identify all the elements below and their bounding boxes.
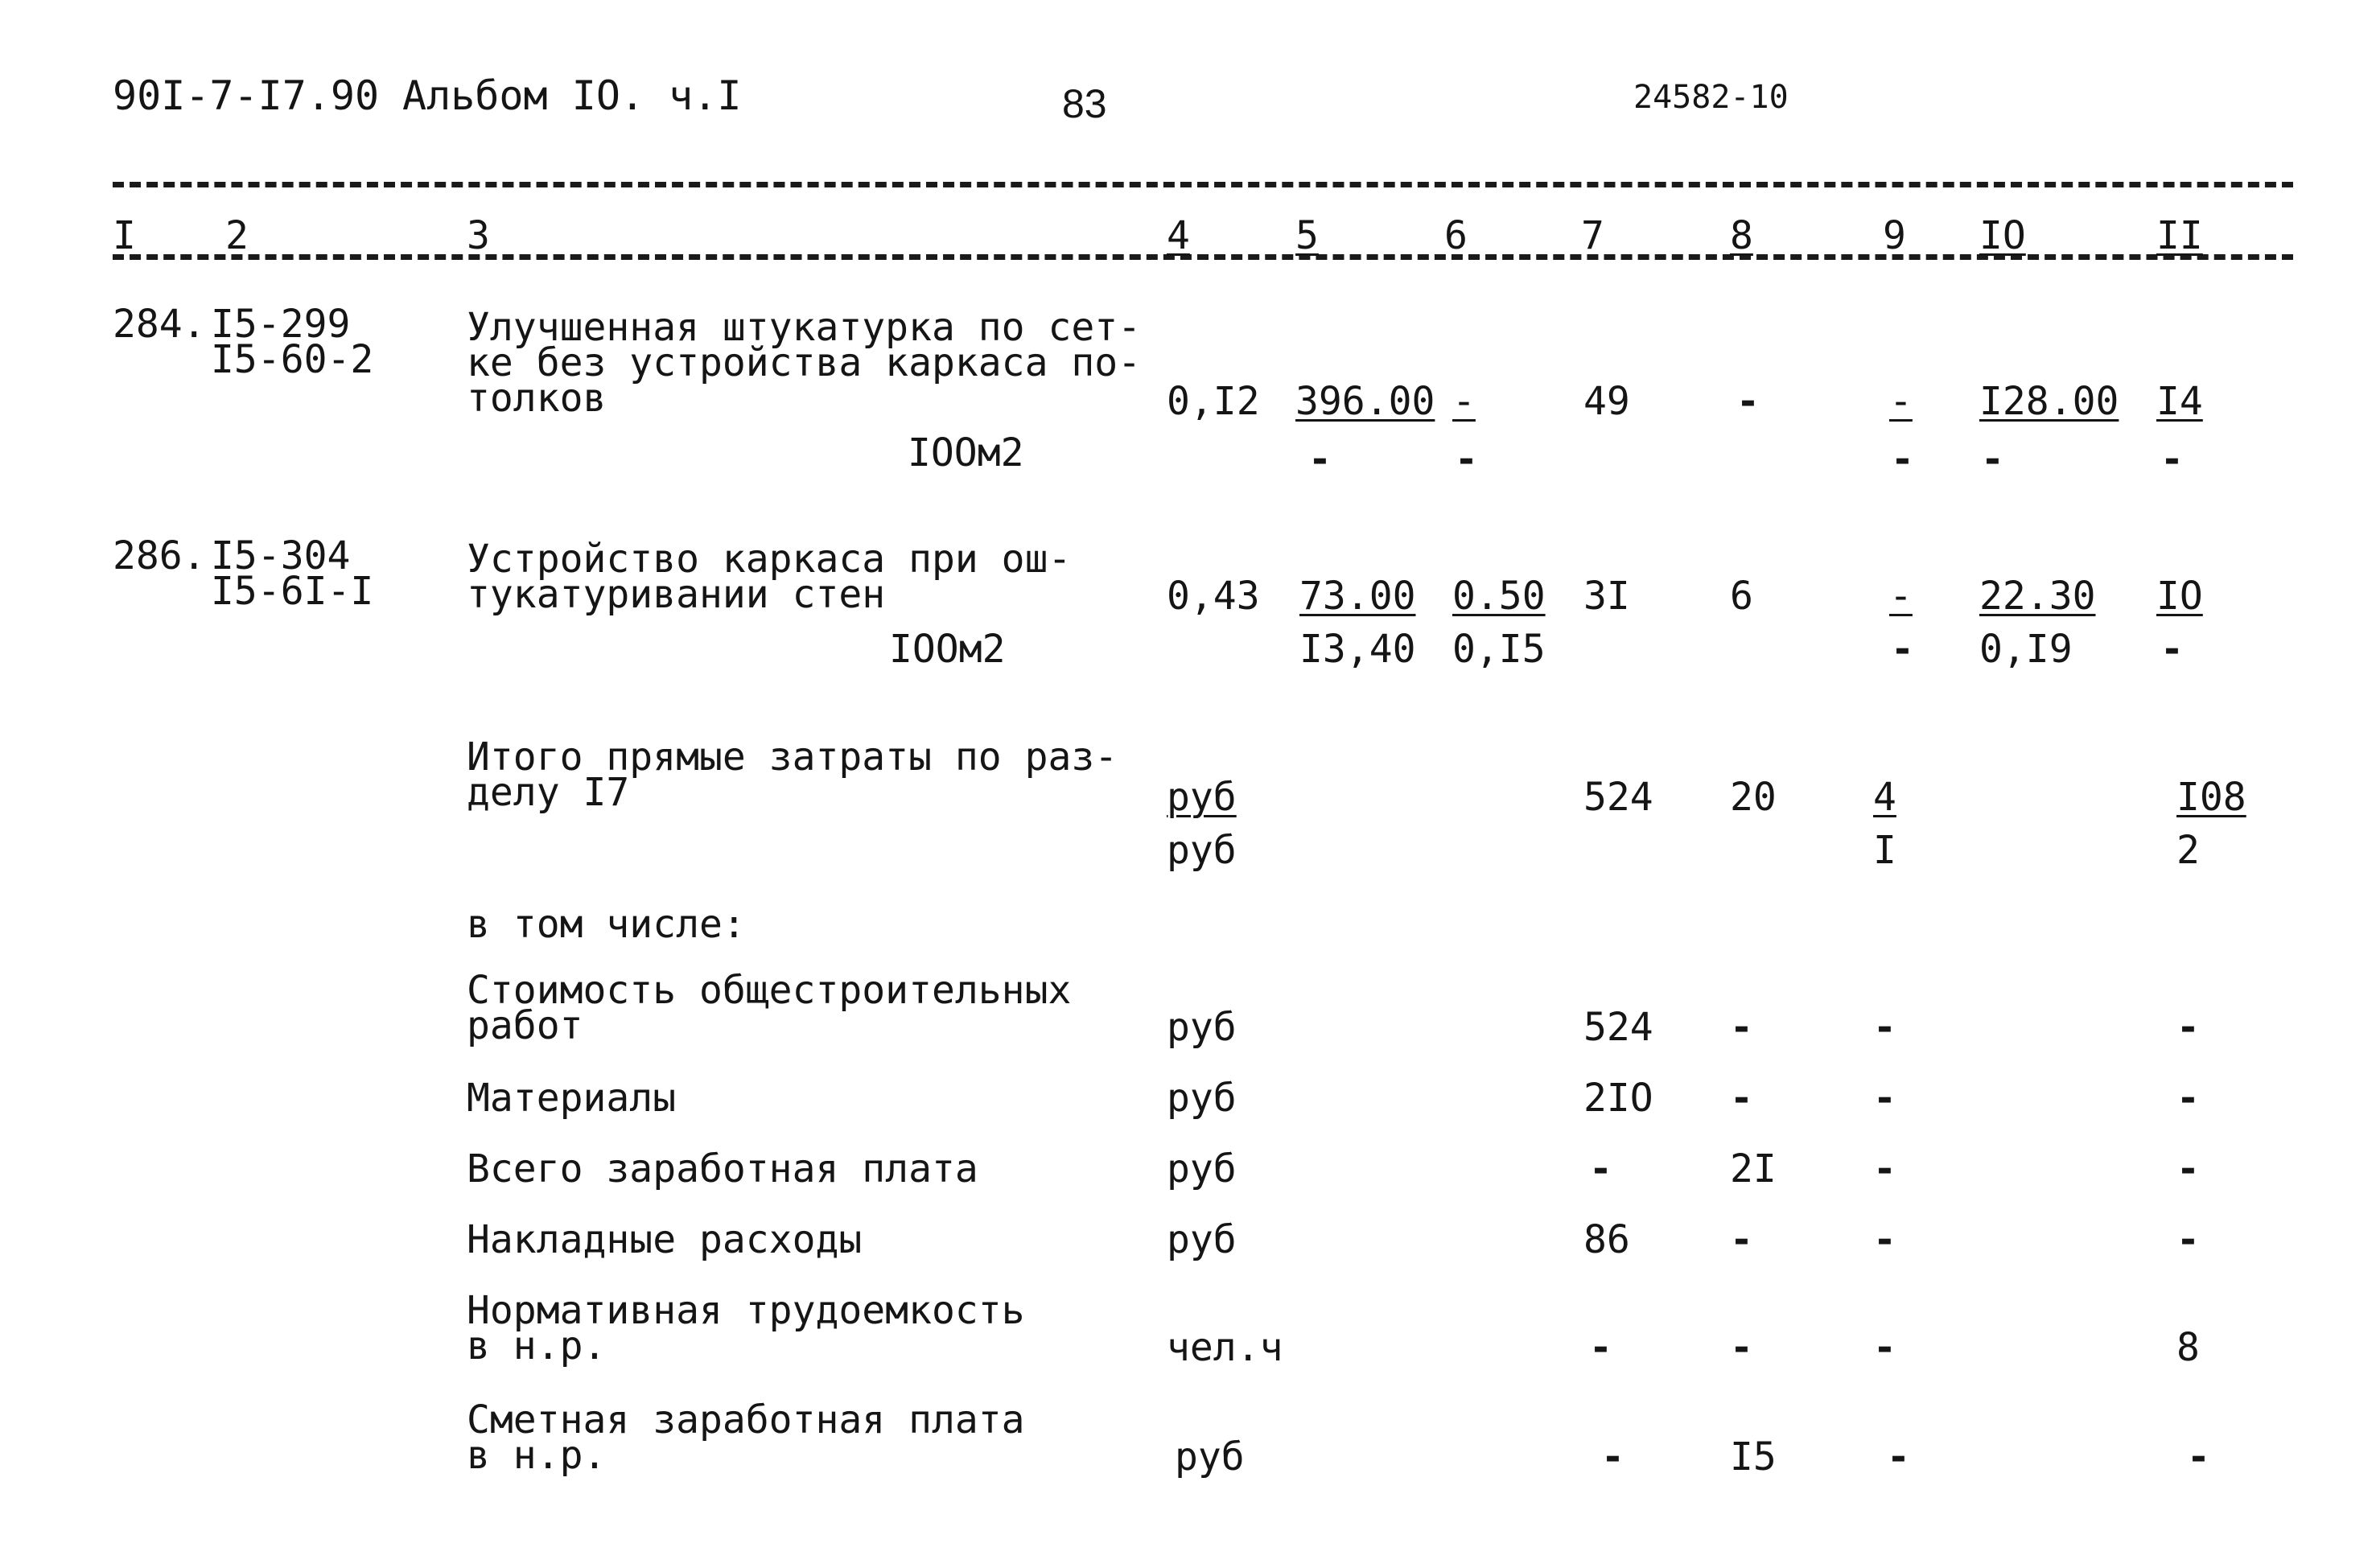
row-col8: 6 [1730,574,1753,619]
breakdown-label-line: в н.р. [467,1323,607,1368]
row-col11-bottom: - [2160,437,2184,482]
breakdown-label-line: Стоимость общестроительных [467,968,1072,1013]
breakdown-col7: - [1589,1146,1612,1191]
breakdown-col7: 524 [1583,1005,1653,1050]
inventory-number: 24582-10 [1633,79,1789,116]
breakdown-col11: - [2176,1005,2200,1050]
breakdown-unit: руб [1167,1005,1237,1050]
breakdown-col9: - [1873,1005,1896,1050]
row-col11-top: IO [2156,574,2203,619]
row-col5-bottom: - [1308,437,1332,482]
row-col5-top: 396.00 [1295,379,1435,424]
row-number: 284. [113,302,206,347]
breakdown-unit: чел.ч [1167,1325,1283,1370]
breakdown-label-line: Сметная заработная плата [467,1397,1025,1442]
breakdown-col8: - [1730,1325,1753,1370]
total-unit-top: руб [1167,775,1237,820]
row-col5-bottom: I3,40 [1299,627,1416,672]
including-label: в том числе: [467,902,746,947]
breakdown-col8: - [1730,1217,1753,1262]
document-code: 90I-7-I7.90 [113,72,380,119]
breakdown-label-line: Нормативная трудоемкость [467,1288,1025,1333]
row-col10-bottom: 0,I9 [1979,627,2073,672]
col-header-10: IO [1979,213,2026,258]
row-description-line: тукатуривании стен [467,572,886,617]
breakdown-label-line: Материалы [467,1076,677,1121]
breakdown-col9: - [1873,1146,1896,1191]
col-header-5: 5 [1295,213,1319,258]
breakdown-col11: - [2187,1434,2210,1480]
header-top-rule [113,182,2293,187]
row-description-line: Улучшенная штукатурка по сет- [467,305,1142,350]
page-number: 83 [1062,81,1107,126]
row-col11-bottom: - [2160,627,2184,672]
row-col10-bottom: - [1981,437,2004,482]
col-header-9: 9 [1883,213,1906,258]
row-col7: 3I [1583,574,1630,619]
breakdown-col7: - [1589,1325,1612,1370]
breakdown-label-line: Накладные расходы [467,1217,863,1262]
breakdown-col7: 2IO [1583,1076,1653,1121]
total-unit-bottom: руб [1167,828,1237,873]
total-col7: 524 [1583,775,1653,820]
row-col10-top: I28.00 [1979,379,2119,424]
col-header-3: 3 [467,213,490,258]
breakdown-label-line: Всего заработная плата [467,1146,978,1191]
breakdown-col8: - [1730,1005,1753,1050]
total-col11-top: I08 [2176,775,2246,820]
row-col10-top: 22.30 [1979,574,2096,619]
row-description-line: Устройство каркаса при ош- [467,537,1072,582]
breakdown-col11: - [2176,1076,2200,1121]
row-unit: IOOм2 [908,430,1024,475]
col-header-1: I [113,213,136,258]
row-quantity: 0,I2 [1167,379,1260,424]
breakdown-label-line: работ [467,1003,583,1048]
col-header-7: 7 [1581,213,1604,258]
row-code-secondary: I5-6I-I [211,569,374,614]
row-col6-top: - [1452,379,1476,424]
row-col7: 49 [1583,379,1630,424]
row-number: 286. [113,533,206,578]
row-quantity: 0,43 [1167,574,1260,619]
row-col6-bottom: - [1455,437,1478,482]
row-unit: IOOм2 [889,627,1006,672]
breakdown-unit: руб [1167,1146,1237,1191]
breakdown-col7: 86 [1583,1217,1630,1262]
row-col6-top: 0.50 [1452,574,1546,619]
breakdown-col8: - [1730,1076,1753,1121]
total-col8: 20 [1730,775,1777,820]
total-label-line: Итого прямые затраты по раз- [467,735,1118,780]
col-header-2: 2 [225,213,249,258]
row-description-line: толков [467,376,607,421]
row-col8: - [1736,379,1760,424]
row-col9-top: - [1889,574,1913,619]
breakdown-col9: - [1873,1217,1896,1262]
breakdown-col8: 2I [1730,1146,1777,1191]
breakdown-col9: - [1873,1325,1896,1370]
breakdown-col9: - [1873,1076,1896,1121]
row-col9-top: - [1889,379,1913,424]
row-col6-bottom: 0,I5 [1452,627,1546,672]
row-col9-bottom: - [1891,437,1914,482]
col-header-11: II [2156,213,2203,258]
breakdown-col8: I5 [1730,1434,1777,1480]
breakdown-unit: руб [1167,1217,1237,1262]
row-code-primary: I5-299 [211,302,351,347]
total-label-line: делу I7 [467,770,630,815]
row-code-secondary: I5-60-2 [211,337,374,382]
total-col11-bottom: 2 [2176,828,2200,873]
row-col11-top: I4 [2156,379,2203,424]
row-code-primary: I5-304 [211,533,351,578]
col-header-6: 6 [1444,213,1468,258]
total-col9-bottom: I [1873,828,1896,873]
breakdown-label-line: в н.р. [467,1433,607,1478]
breakdown-col11: - [2176,1146,2200,1191]
row-col5-top: 73.00 [1299,574,1416,619]
breakdown-col11: 8 [2176,1325,2200,1370]
breakdown-col7: - [1601,1434,1624,1480]
header-bottom-rule [113,254,2293,260]
album-label: Альбом IO. ч.I [402,72,742,119]
total-col9-top: 4 [1873,775,1896,820]
breakdown-unit: руб [1175,1434,1245,1480]
breakdown-unit: руб [1167,1076,1237,1121]
col-header-8: 8 [1730,213,1753,258]
row-description-line: ке без устройства каркаса по- [467,340,1142,385]
row-col9-bottom: - [1891,627,1914,672]
breakdown-col9: - [1887,1434,1910,1480]
breakdown-col11: - [2176,1217,2200,1262]
col-header-4: 4 [1167,213,1190,258]
